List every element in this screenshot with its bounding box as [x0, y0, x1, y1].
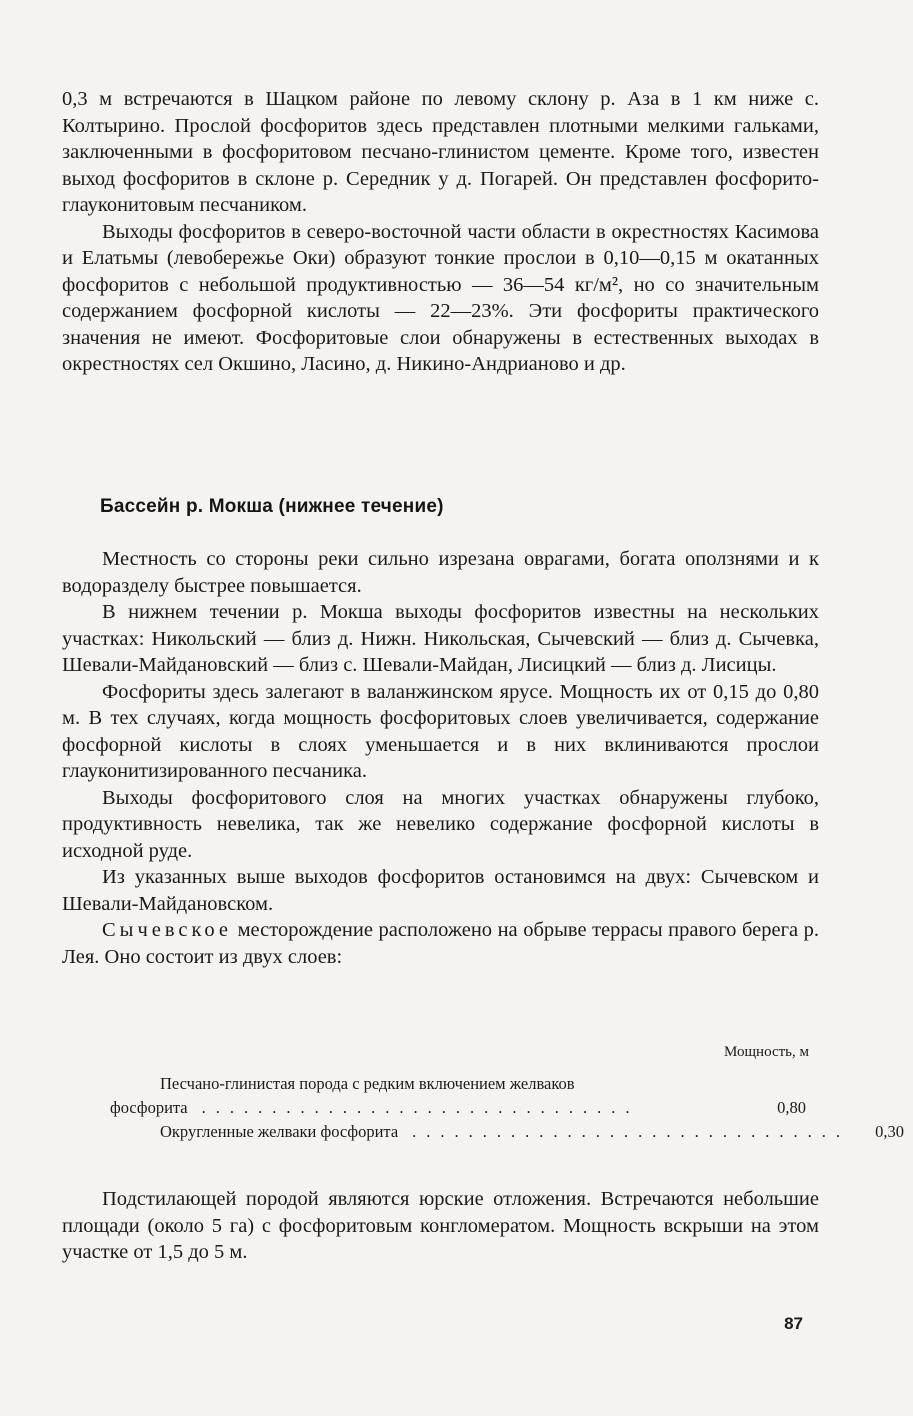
table-row-1-line-1: Песчано-глинистая порода с редким включением желваков — [160, 1074, 575, 1093]
page-number: 87 — [784, 1314, 803, 1333]
paragraph: Местность со стороны реки сильно изрезана оврагами, богата оползнями и к водоразделу быстрее повышается. — [62, 548, 819, 597]
paragraph: Подстилающей породой являются юрские отложения. Встречаются небольшие площади (около 5 га) с фосфоритовым конгломератом. Мощность вскрыши на этом участке от 1,5 до 5 м. — [62, 1188, 819, 1263]
paragraph-deposit — [62, 917, 819, 970]
text-block-top — [62, 86, 819, 378]
paragraph: Фосфориты здесь залегают в валанжинском ярусе. Мощность их от 0,15 до 0,80 м. В тех случаях, когда мощность фосфоритовых слоев увеличивается, содержание фосфорной кислоты в слоях уменьшается и в них вклиниваются прослои глауконитизированного песчаника. — [62, 680, 819, 782]
table-row-2-value: 0,30 — [875, 1122, 905, 1141]
deposit-name: Сычевское — [102, 919, 233, 941]
paragraph: Выходы фосфоритов в северо-восточной части области в окрестностях Касимова и Елатьмы (левобережье Оки) образуют тонкие прослои в 0,10—0,15 м окатанных фосфоритов с небольшой продуктивностью — 36—54 кг/м², но со значительным содержанием фосфорной кислоты — 22—23%. Эти фосфориты практического значения не имеют. Фосфоритовые слои обнаружены в естественных выходах в окрестностях сел Окшино, Ласино, д. Никино-Андрианово и др. — [62, 220, 819, 375]
layers-table — [110, 1072, 905, 1144]
section-heading: Бассейн р. Мокша (нижнее течение) — [100, 496, 444, 517]
text-block-bottom — [62, 1186, 819, 1266]
table-row-1-label: фосфорита — [110, 1098, 188, 1117]
leader-dots: ............................... — [201, 1098, 640, 1117]
table-row-2-label: Округленные желваки фосфорита — [160, 1122, 399, 1141]
table-row-1-value: 0,80 — [777, 1098, 806, 1117]
paragraph: Из указанных выше выходов фосфоритов остановимся на двух: Сычевском и Шевали-Майдановском. — [62, 866, 819, 915]
leader-dots: ............................... — [412, 1122, 851, 1141]
table-row-1 — [110, 1096, 806, 1120]
paragraph: В нижнем течении р. Мокша выходы фосфоритов известны на нескольких участках: Никольский — близ д. Нижн. Никольская, Сычевский — близ д. Сычевка, Шевали-Майдановский — близ с. Шевали-Майдан, Лисицкий — близ д. Лисицы. — [62, 601, 819, 676]
paragraph: 0,3 м встречаются в Шацком районе по левому склону р. Аза в 1 км ниже с. Колтырино. Прослой фосфоритов здесь представлен плотными мелкими гальками, заключенными в фосфоритовом песчано-глинистом цементе. Кроме того, известен выход фосфоритов в склоне р. Середник у д. Погарей. Он представлен фосфорито-глауконитовым песчаником. — [62, 88, 819, 216]
table-row-2 — [110, 1120, 905, 1144]
paragraph: Выходы фосфоритового слоя на многих участках обнаружены глубоко, продуктивность невелика, так же невелико содержание фосфорной кислоты в исходной руде. — [62, 786, 819, 862]
text-block-section — [62, 546, 819, 970]
table-unit-label: Мощность, м — [724, 1044, 809, 1060]
deposit-text: месторождение расположено на обрыве террасы правого берега р. Лея. Оно состоит из двух слоев: — [62, 919, 819, 968]
